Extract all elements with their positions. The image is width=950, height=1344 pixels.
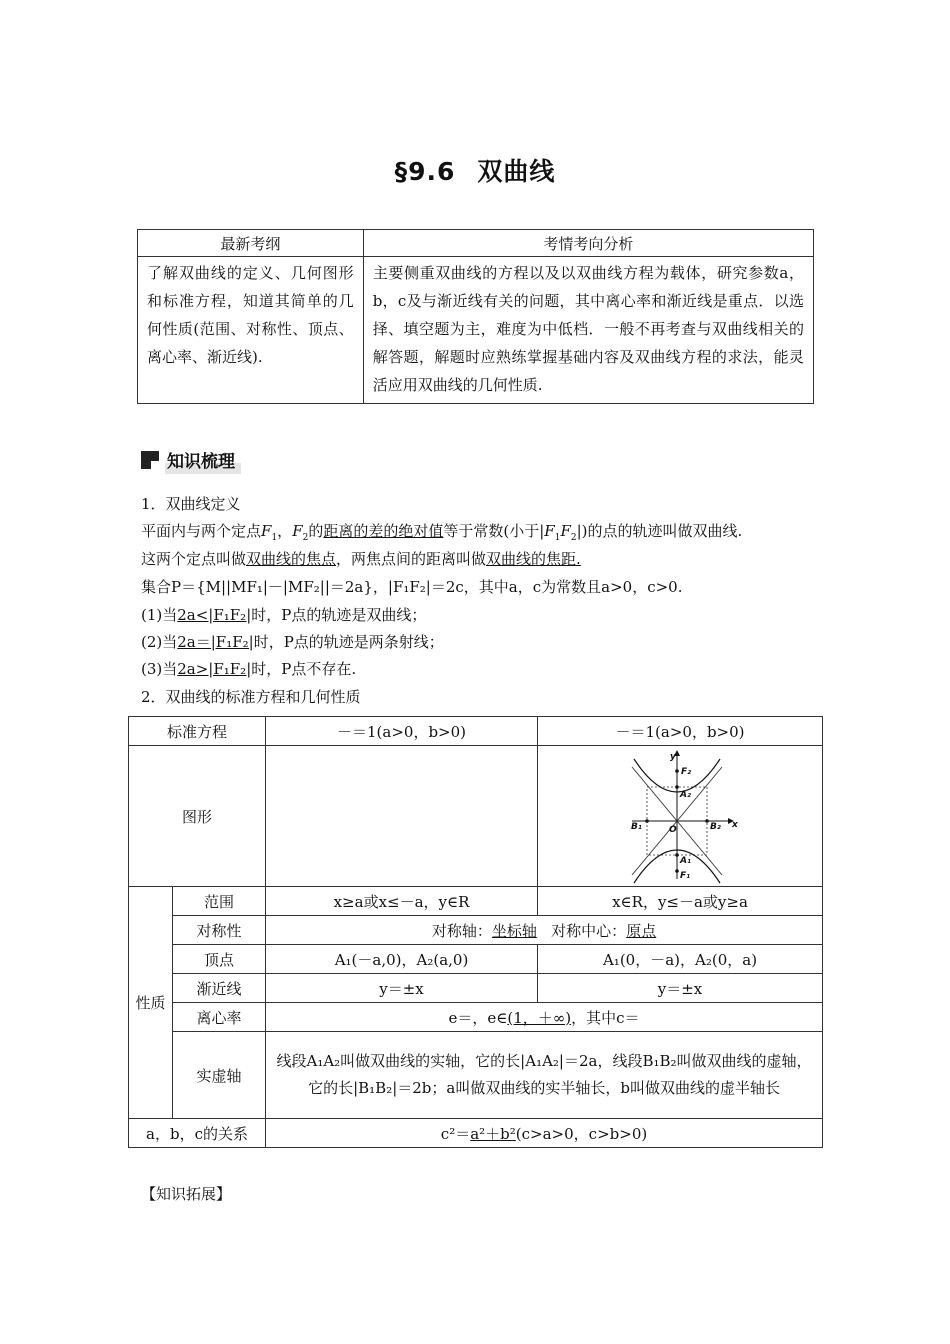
section-heading	[141, 448, 241, 472]
eccentricity-label: 离心率	[173, 1003, 266, 1032]
graph-label-F2: F₂	[681, 767, 692, 777]
case-1: (1)当2a<|F₁F₂|时，P点的轨迹是双曲线；	[141, 606, 427, 624]
section-heading-label: 知识梳理	[165, 447, 241, 474]
square-icon	[141, 451, 159, 469]
graph-label-A1: A₁	[680, 856, 691, 866]
graph-label-B1: B₁	[631, 822, 642, 832]
section-number: §9.6	[394, 157, 456, 186]
graph-label-F1: F₁	[680, 871, 691, 881]
std-equation-label: 标准方程	[129, 717, 266, 746]
graph-label-B2: B₂	[710, 822, 721, 832]
definition-heading: 1．双曲线定义	[141, 495, 241, 513]
vertex-label: 顶点	[173, 945, 266, 974]
graph-label: 图形	[129, 746, 266, 887]
case-3: (3)当2a>|F₁F₂|时，P点不存在.	[141, 660, 357, 678]
hyperbola-properties-table	[128, 716, 823, 1148]
graph-label-x: x	[732, 820, 738, 830]
range-label: 范围	[173, 887, 266, 916]
asymptote-y: y＝±x	[538, 974, 823, 1003]
case-2: (2)当2a＝|F₁F₂|时，P点的轨迹是两条射线；	[141, 633, 444, 651]
blank-foci: 双曲线的焦点	[246, 550, 337, 568]
symmetry-label: 对称性	[173, 916, 266, 945]
std-equation-x: －＝1(a>0，b>0)	[266, 717, 538, 746]
outline-left-cell: 了解双曲线的定义、几何图形和标准方程，知道其简单的几何性质(范围、对称性、顶点、离心率、渐近线).	[138, 257, 364, 404]
graph-label-A2: A₂	[680, 790, 691, 800]
outline-right-cell: 主要侧重双曲线的方程以及以双曲线方程为载体，研究参数a，b，c及与渐近线有关的问题，其中离心率和渐近线是重点．以选择、填空题为主，难度为中低档．一般不再考查与双曲线相关的解答题，解题时应熟练掌握基础内容及双曲线方程的求法，能灵活应用双曲线的几何性质.	[363, 257, 813, 404]
relation-label: a，b，c的关系	[129, 1119, 266, 1148]
properties-label: 性质	[129, 887, 173, 1119]
relation-value: c²＝a²＋b²(c>a>0，c>b>0)	[266, 1119, 823, 1148]
properties-heading: 2．双曲线的标准方程和几何性质	[141, 688, 361, 706]
graph-x-blank	[266, 746, 538, 887]
page-title	[0, 152, 950, 188]
axes-label: 实虚轴	[173, 1032, 266, 1119]
blank-distance-diff: 距离的差的绝对值	[323, 522, 444, 540]
asymptote-label: 渐近线	[173, 974, 266, 1003]
definition-line-1: 平面内与两个定点$F_1$，$F_2$的距离的差的绝对值等于常数(小于$|F_1F_2|$)的点的轨迹叫做双曲线.	[141, 522, 743, 543]
outline-header-right: 考情考向分析	[363, 230, 813, 257]
graph-label-y: y	[670, 752, 676, 762]
eccentricity-value: e＝，e∈(1，＋∞)，其中c＝	[266, 1003, 823, 1032]
range-x: x≥a或x≤－a，y∈R	[266, 887, 538, 916]
graph-label-O: O	[669, 825, 677, 835]
symmetry-value: 对称轴：坐标轴 对称中心：原点	[266, 916, 823, 945]
outline-header-left: 最新考纲	[138, 230, 364, 257]
exam-outline-table	[137, 229, 814, 404]
range-y: x∈R，y≤－a或y≥a	[538, 887, 823, 916]
vertex-x: A₁(－a,0)，A₂(a,0)	[266, 945, 538, 974]
axes-value: 线段A₁A₂叫做双曲线的实轴，它的长|A₁A₂|＝2a，线段B₁B₂叫做双曲线的虚轴，它的长|B₁B₂|＝2b；a叫做双曲线的实半轴长，b叫做双曲线的虚半轴长	[266, 1032, 823, 1119]
set-definition: 集合P＝{M||MF₁|－|MF₂||＝2a}，|F₁F₂|＝2c，其中a，c为常数且a>0，c>0.	[141, 578, 683, 596]
graph-y-cell	[538, 746, 823, 887]
hyperbola-graph	[620, 747, 740, 885]
definition-line-2: 这两个定点叫做双曲线的焦点，两焦点间的距离叫做双曲线的焦距.	[141, 550, 581, 568]
asymptote-x: y＝±x	[266, 974, 538, 1003]
knowledge-extension-tag: 【知识拓展】	[141, 1185, 232, 1203]
vertex-y: A₁(0，－a)，A₂(0，a)	[538, 945, 823, 974]
section-title: 双曲线	[477, 157, 556, 186]
std-equation-y: －＝1(a>0，b>0)	[538, 717, 823, 746]
blank-focal-distance: 双曲线的焦距.	[486, 550, 581, 568]
